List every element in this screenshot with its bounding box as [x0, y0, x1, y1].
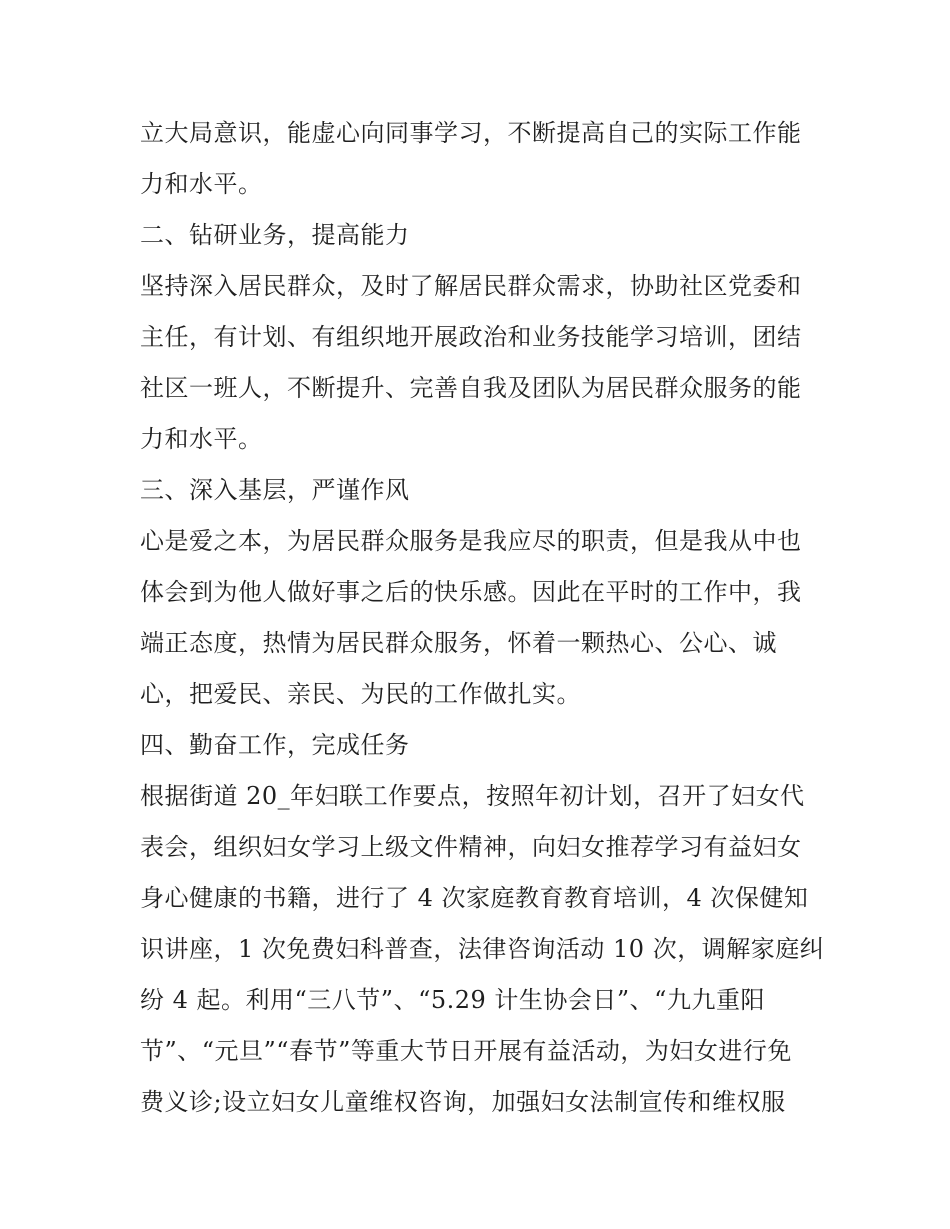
text-line: 主任，有计划、有组织地开展政治和业务技能学习培训，团结 [140, 323, 802, 351]
text-line: 表会，组织妇女学习上级文件精神，向妇女推荐学习有益妇女 [140, 833, 802, 861]
text-line: 节”、“元旦”“春节”等重大节日开展有益活动，为妇女进行免 [140, 1037, 792, 1065]
text-line: 体会到为他人做好事之后的快乐感。因此在平时的工作中，我 [140, 578, 802, 606]
text-line: 心是爱之本，为居民群众服务是我应尽的职责，但是我从中也 [140, 527, 802, 555]
text-line: 根据街道 20_年妇联工作要点，按照年初计划，召开了妇女代 [140, 782, 805, 810]
text-line: 费义诊;设立妇女儿童维权咨询，加强妇女法制宣传和维权服 [140, 1088, 786, 1116]
text-line: 社区一班人，不断提升、完善自我及团队为居民群众服务的能 [140, 374, 802, 402]
text-line: 端正态度，热情为居民群众服务，怀着一颗热心、公心、诚 [140, 629, 777, 657]
text-line: 识讲座，1 次免费妇科普查，法律咨询活动 10 次，调解家庭纠 [140, 935, 825, 963]
section-heading: 二、钻研业务，提高能力 [140, 221, 410, 249]
document-body [140, 108, 825, 1128]
section-heading: 三、深入基层，严谨作风 [140, 476, 410, 504]
text-line: 身心健康的书籍，进行了 4 次家庭教育教育培训，4 次保健知 [140, 884, 809, 912]
text-line: 立大局意识，能虚心向同事学习，不断提高自己的实际工作能 [140, 119, 802, 147]
text-line: 力和水平。 [140, 425, 263, 453]
text-line: 坚持深入居民群众，及时了解居民群众需求，协助社区党委和 [140, 272, 802, 300]
text-line: 纷 4 起。利用“三八节”、“5.29 计生协会日”、“九九重阳 [140, 986, 765, 1014]
section-heading: 四、勤奋工作，完成任务 [140, 731, 410, 759]
text-line: 力和水平。 [140, 170, 263, 198]
text-line: 心，把爱民、亲民、为民的工作做扎实。 [140, 680, 581, 708]
